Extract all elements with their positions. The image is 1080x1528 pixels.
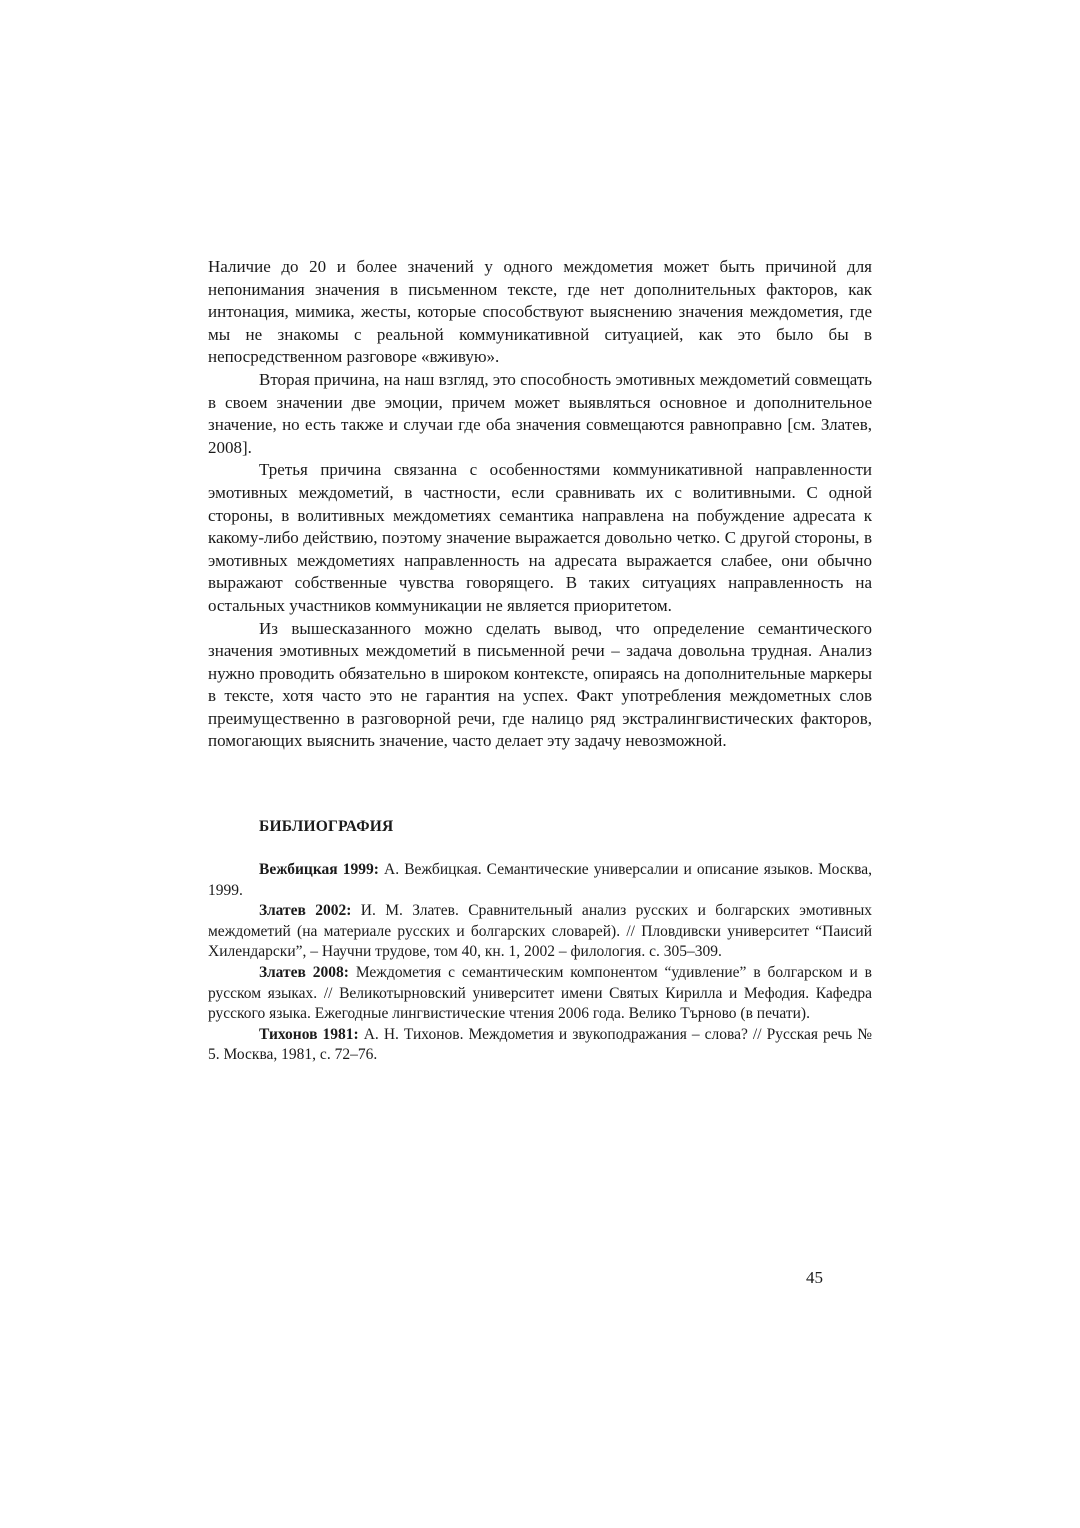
paragraph: Вторая причина, на наш взгляд, это способность эмотивных междометий совмещать в своем значении две эмоции, причем может выявляться основное и дополнительное значение, но есть также и случаи где оба значения совмещаются равноправно [см. Златев, 2008]. <box>208 369 872 457</box>
bibliography-entry <box>208 1025 872 1066</box>
bibliography-heading: БИБЛИОГРАФИЯ <box>259 818 394 835</box>
bibliography-entry-key: Златев 2008: <box>259 963 349 981</box>
bibliography-entry-key: Тихонов 1981: <box>259 1025 359 1043</box>
bibliography-entry-text: Междометия с семантическим компонентом “удивление” в болгарском и в русском языках. // Великотырновский университет имени Святых Кирилла и Мефодия. Кафедра русского языка. Ежегодные лингвистические чтения 2006 года. Велико Търново (в печати). <box>208 963 872 1023</box>
bibliography-entry-text: А. Н. Тихонов. Междометия и звукоподражания – слова? // Русская речь № 5. Москва, 1981, с. 72–76. <box>208 1025 872 1064</box>
paragraph: Из вышесказанного можно сделать вывод, что определение семантического значения эмотивных междометий в письменной речи – задача довольна трудная. Анализ нужно проводить обязательно в широком контексте, опираясь на дополнительные маркеры в тексте, хотя часто это не гарантия на успех. Факт употребления междометных слов преимущественно в разговорной речи, где налицо ряд экстралингвистических факторов, помогающих выяснить значение, часто делает эту задачу невозможной. <box>208 618 872 751</box>
bibliography-entry <box>208 901 872 963</box>
bibliography-entry-key: Златев 2002: <box>259 902 352 920</box>
bibliography-entry-key: Вежбицкая 1999: <box>259 861 379 878</box>
bibliography-entry-text: И. М. Златев. Сравнительный анализ русских и болгарских эмотивных междометий (на материале русских и болгарских словарей). // Пловдивски университет “Паисий Хилендарски”, – Научни трудове, том 40, кн. 1, 2002 – филология. с. 305–309. <box>208 902 872 961</box>
bibliography-list <box>208 860 872 1066</box>
paragraph: Наличие до 20 и более значений у одного междометия может быть причиной для непонимания значения в письменном тексте, где нет дополнительных факторов, как интонация, мимика, жесты, которые способствуют выяснению значения междометия, где мы не знакомы с реальной коммуникативной ситуацией, как это было бы в непосредственном разговоре «вживую». <box>208 257 872 367</box>
bibliography-entry-text: А. Вежбицкая. Семантические универсалии и описание языков. Москва, 1999. <box>208 861 872 899</box>
body-text <box>208 256 872 753</box>
page-number: 45 <box>806 1268 823 1287</box>
bibliography-entry <box>208 860 872 901</box>
bibliography-entry <box>208 963 872 1025</box>
paragraph: Третья причина связанна с особенностями коммуникативной направленности эмотивных междометий, в частности, если сравнивать их с волитивными. С одной стороны, в волитивных междометиях семантика направлена на побуждение адресата к какому-либо действию, поэтому значение выражается довольно четко. С другой стороны, в эмотивных междометиях направленность на адресата выражается слабее, они обычно выражают собственные чувства говорящего. В таких ситуациях направленность на остальных участников коммуникации не является приоритетом. <box>208 460 872 615</box>
